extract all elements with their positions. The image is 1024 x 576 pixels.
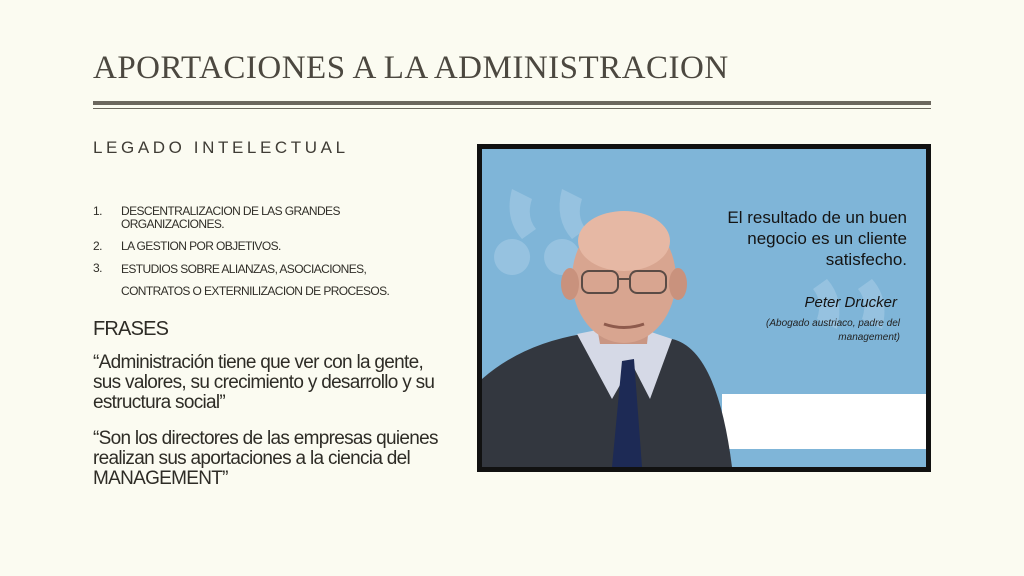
image-author-description: (Abogado austriaco, padre del management) (766, 318, 900, 343)
white-band (722, 394, 926, 449)
quote-1: “Administración tiene que ver con la gente, sus valores, su crecimiento y desarrollo y su estructura social” (93, 352, 435, 413)
slide-title: APORTACIONES A LA ADMINISTRACION (93, 50, 729, 86)
image-author: Peter Drucker (804, 294, 897, 311)
title-rule-thin (93, 108, 931, 109)
list-item-number: 1. (93, 204, 102, 218)
title-rule-thick (93, 101, 931, 105)
image-quote-text: El resultado de un buen negocio es un cliente satisfecho. (727, 208, 907, 269)
quote-2: “Son los directores de las empresas quienes realizan sus aportaciones a la ciencia del MANAGEMENT” (93, 428, 438, 489)
list-item-text: ESTUDIOS SOBRE ALIANZAS, ASOCIACIONES, CONTRATOS O EXTERNILIZACION DE PROCESOS. (121, 262, 390, 298)
slide-subtitle: LEGADO INTELECTUAL (93, 138, 349, 157)
frases-heading: FRASES (93, 318, 169, 340)
list-item (93, 240, 433, 253)
image-content (482, 149, 926, 467)
list-item-text: LA GESTION POR OBJETIVOS. (121, 239, 281, 253)
list-item-number: 3. (93, 261, 102, 275)
contributions-list (93, 205, 433, 311)
list-item-number: 2. (93, 239, 102, 253)
list-item-text: DESCENTRALIZACION DE LAS GRANDES ORGANIZACIONES. (121, 204, 340, 231)
list-item (93, 205, 433, 231)
drucker-quote-image (477, 144, 931, 472)
list-item (93, 262, 433, 302)
